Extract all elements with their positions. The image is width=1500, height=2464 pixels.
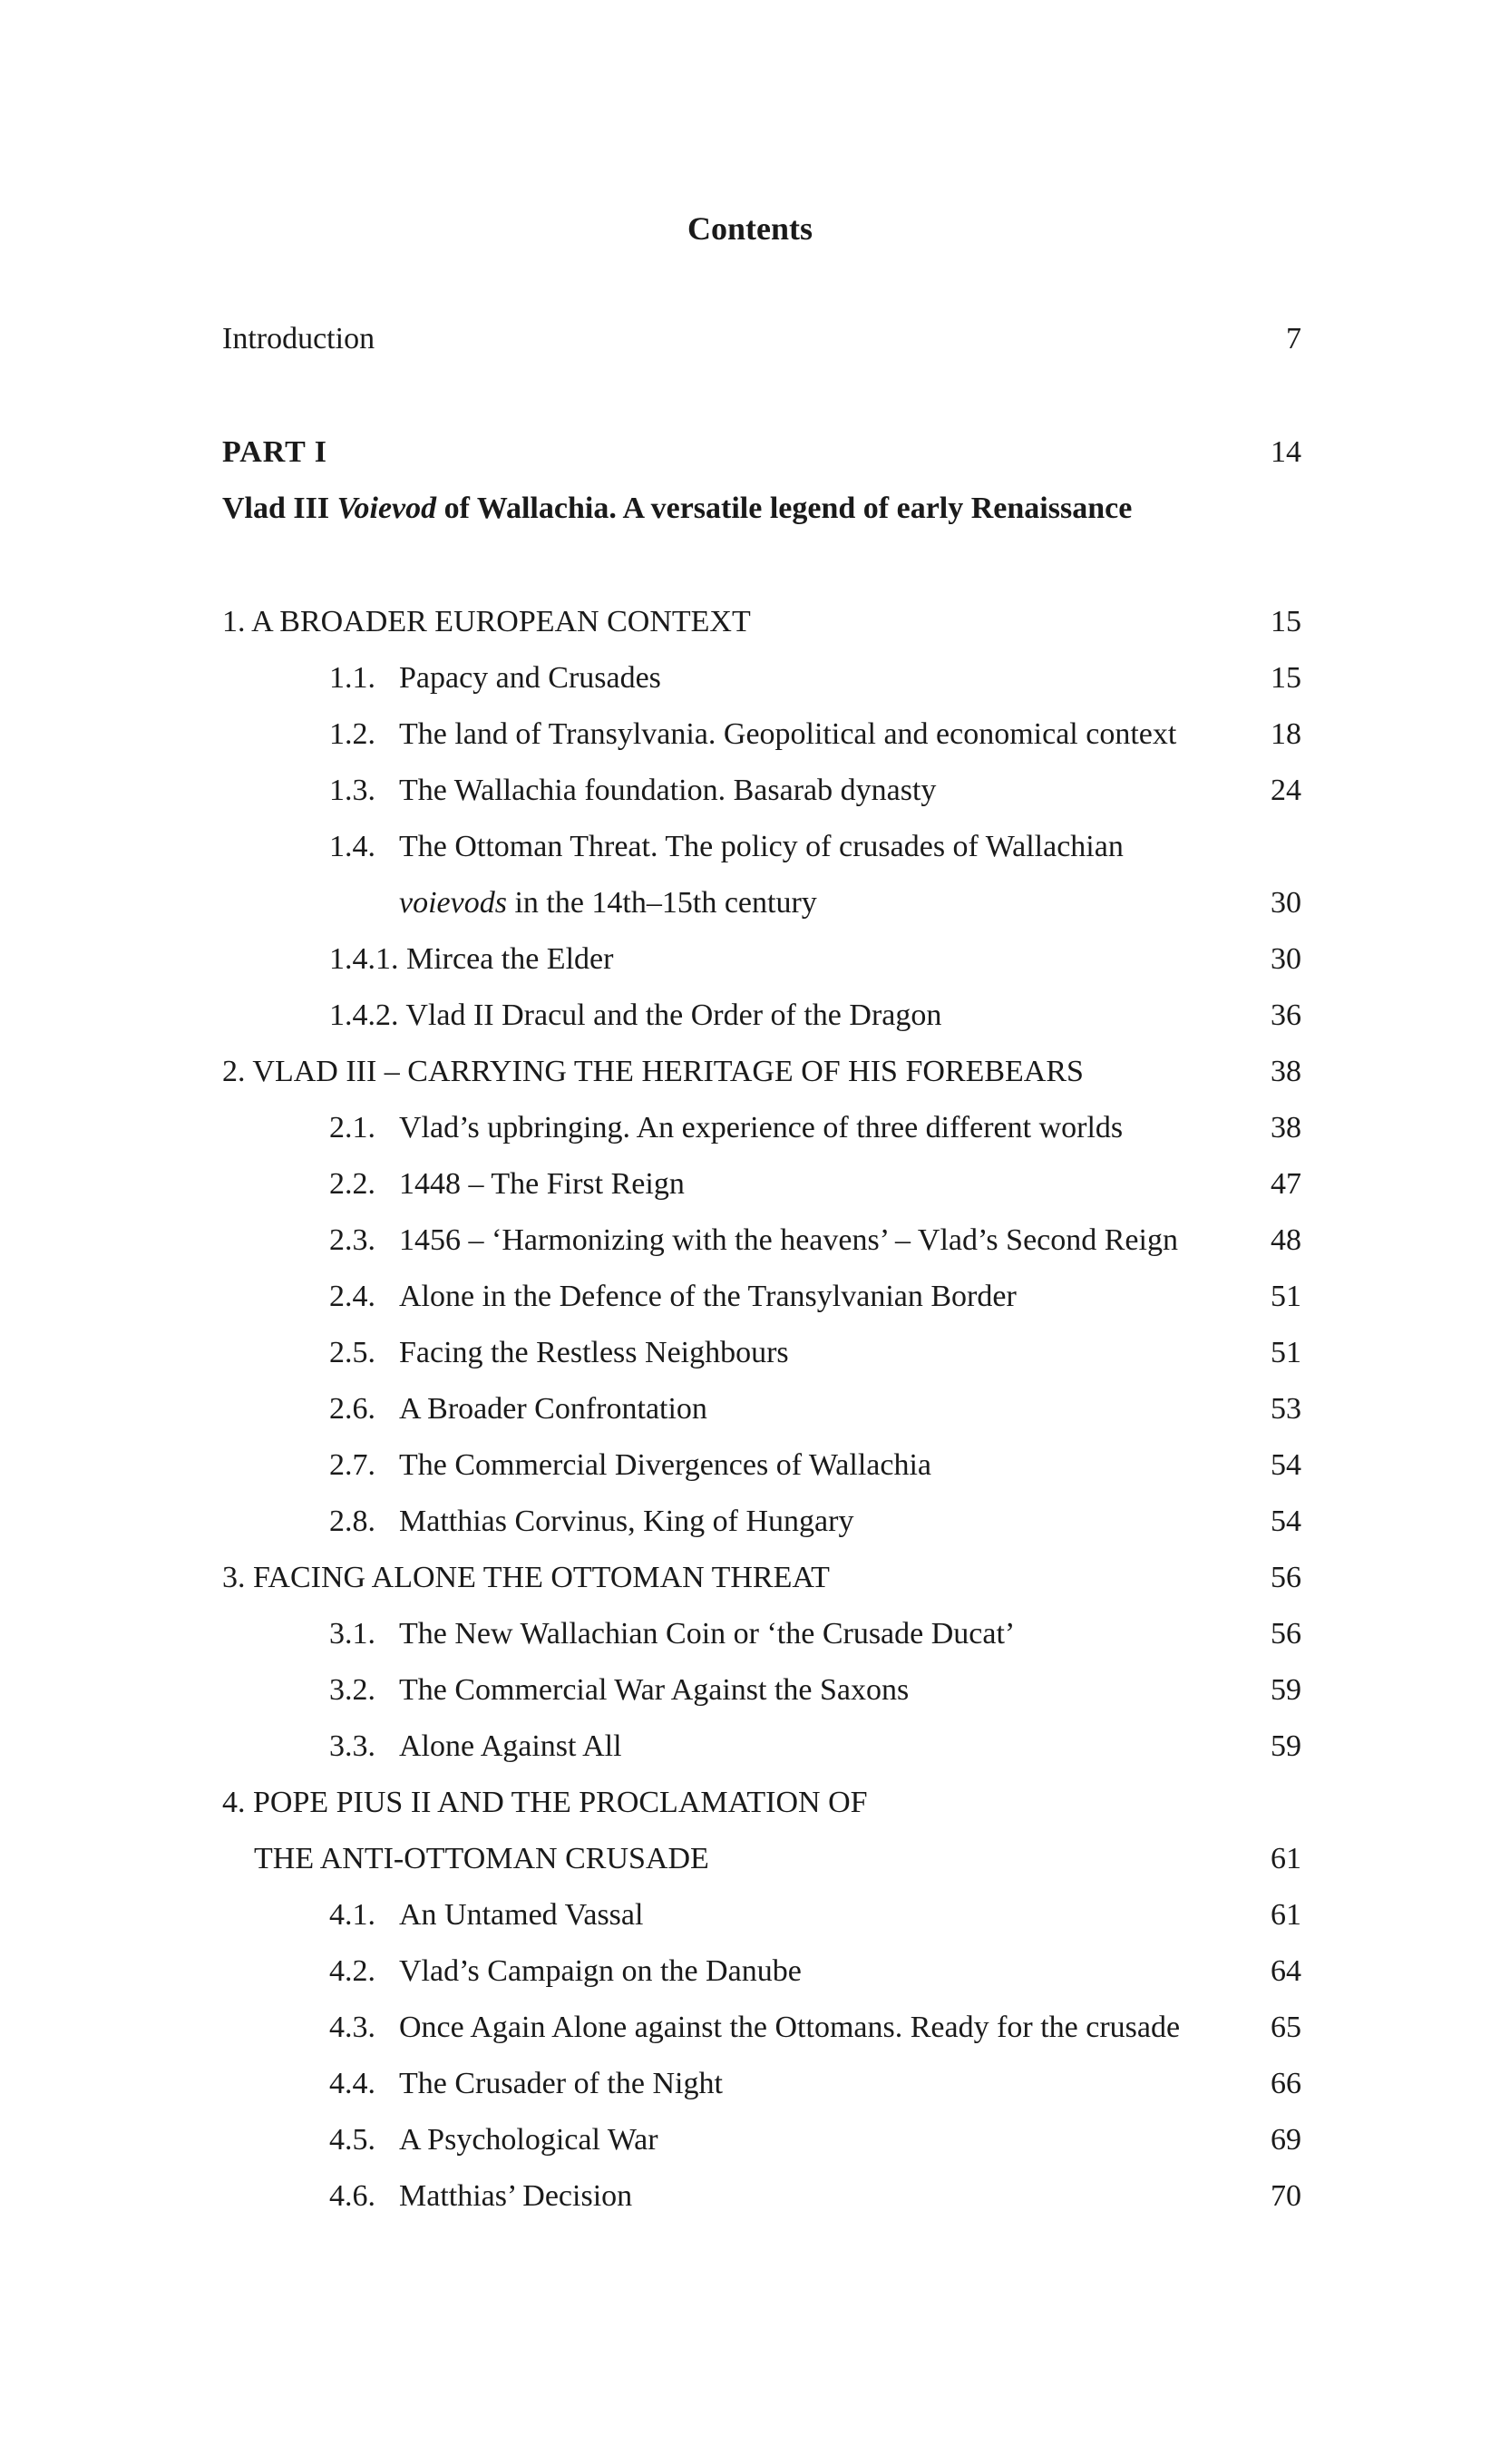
entry-page: 56 — [1271, 1617, 1301, 1651]
toc-section-1-2 — [222, 706, 1301, 763]
section-number: 4.5. — [329, 2123, 375, 2157]
section-title: The New Wallachian Coin or ‘the Crusade Ducat’ — [399, 1617, 1016, 1651]
section-number: 2.7. — [329, 1448, 375, 1482]
toc-entry-part-1 — [222, 424, 1301, 481]
section-number: 4.1. — [329, 1898, 375, 1932]
entry-page: 30 — [1271, 886, 1301, 920]
section-title: 1448 – The First Reign — [399, 1167, 685, 1201]
section-title: Vlad’s Campaign on the Danube — [399, 1954, 802, 1988]
section-number: 4.4. — [329, 2067, 375, 2100]
section-number: 4.6. — [329, 2179, 375, 2213]
part-label: PART I — [222, 435, 327, 469]
toc-section-1-4-2 — [222, 988, 1301, 1044]
chapter-title-continued: THE ANTI-OTTOMAN CRUSADE — [254, 1842, 709, 1875]
section-number: 4.3. — [329, 2011, 375, 2044]
section-number: 2.1. — [329, 1111, 375, 1144]
toc-section-2-8 — [222, 1494, 1301, 1550]
chapter-title: 4. POPE PIUS II AND THE PROCLAMATION OF — [222, 1786, 868, 1819]
entry-page: 61 — [1271, 1842, 1301, 1875]
section-title: 1456 – ‘Harmonizing with the heavens’ – Vlad’s Second Reign — [399, 1223, 1178, 1257]
entry-page: 36 — [1271, 998, 1301, 1032]
section-title: The Commercial War Against the Saxons — [399, 1673, 910, 1707]
section-number: 1.4. — [329, 830, 375, 863]
toc-section-4-5 — [222, 2112, 1301, 2168]
subtitle-italic: Voievod — [336, 492, 437, 525]
section-number: 3.3. — [329, 1729, 375, 1763]
section-number: 3.1. — [329, 1617, 375, 1651]
toc-section-2-2 — [222, 1156, 1301, 1213]
toc-section-4-6 — [222, 2168, 1301, 2225]
section-title-continued — [399, 875, 817, 931]
section-title: 1.4.2. Vlad II Dracul and the Order of the Dragon — [329, 998, 942, 1032]
entry-page: 15 — [1271, 605, 1301, 638]
entry-page: 48 — [1271, 1223, 1301, 1257]
section-number: 1.2. — [329, 717, 375, 751]
entry-page: 70 — [1271, 2179, 1301, 2213]
toc-chapter-4 — [222, 1775, 1301, 1831]
entry-page: 69 — [1271, 2123, 1301, 2157]
section-number: 2.2. — [329, 1167, 375, 1201]
toc-section-4-4 — [222, 2056, 1301, 2112]
chapter-title: 1. A BROADER EUROPEAN CONTEXT — [222, 605, 751, 638]
section-number: 3.2. — [329, 1673, 375, 1707]
chapter-title: 3. FACING ALONE THE OTTOMAN THREAT — [222, 1561, 830, 1594]
part-subtitle-text — [222, 481, 1132, 537]
entry-page: 30 — [1271, 942, 1301, 976]
toc-section-3-2 — [222, 1662, 1301, 1719]
toc-section-2-3 — [222, 1213, 1301, 1269]
section-title: The land of Transylvania. Geopolitical and economical context — [399, 717, 1177, 751]
section-title: Alone Against All — [399, 1729, 622, 1763]
toc-section-2-4 — [222, 1269, 1301, 1325]
entry-page: 14 — [1271, 435, 1301, 469]
section-title: The Ottoman Threat. The policy of crusades of Wallachian — [399, 830, 1124, 863]
section-number: 2.6. — [329, 1392, 375, 1426]
entry-page: 24 — [1271, 774, 1301, 807]
entry-page: 38 — [1271, 1111, 1301, 1144]
toc-section-2-6 — [222, 1381, 1301, 1437]
entry-page: 61 — [1271, 1898, 1301, 1932]
toc-section-4-2 — [222, 1943, 1301, 2000]
section-title: A Broader Confrontation — [399, 1392, 707, 1426]
toc-section-2-1 — [222, 1100, 1301, 1156]
section-title: The Commercial Divergences of Wallachia — [399, 1448, 931, 1482]
entry-page: 47 — [1271, 1167, 1301, 1201]
section-number: 1.3. — [329, 774, 375, 807]
contents-title: Contents — [687, 210, 813, 247]
section-title: Alone in the Defence of the Transylvanian Border — [399, 1280, 1017, 1313]
continued-text: in the 14th–15th century — [506, 886, 817, 920]
toc-chapter-3 — [222, 1550, 1301, 1606]
entry-page: 54 — [1271, 1505, 1301, 1538]
toc-section-1-1 — [222, 650, 1301, 706]
entry-page: 38 — [1271, 1055, 1301, 1088]
italic-term: voievods — [399, 886, 507, 920]
entry-page: 65 — [1271, 2011, 1301, 2044]
section-title: Matthias Corvinus, King of Hungary — [399, 1505, 854, 1538]
section-number: 2.5. — [329, 1336, 375, 1369]
entry-page: 18 — [1271, 717, 1301, 751]
section-title: Matthias’ Decision — [399, 2179, 633, 2213]
entry-page: 51 — [1271, 1280, 1301, 1313]
toc-chapter-1 — [222, 594, 1301, 650]
toc-section-1-4-1 — [222, 931, 1301, 988]
section-number: 1.1. — [329, 661, 375, 695]
toc-section-4-3 — [222, 2000, 1301, 2056]
section-title: An Untamed Vassal — [399, 1898, 644, 1932]
chapter-title: 2. VLAD III – CARRYING THE HERITAGE OF HIS FOREBEARS — [222, 1055, 1084, 1088]
subtitle-post: of Wallachia. A versatile legend of early Renaissance — [436, 492, 1133, 525]
toc-section-1-4-continued — [222, 875, 1301, 931]
section-number: 2.8. — [329, 1505, 375, 1538]
entry-page: 51 — [1271, 1336, 1301, 1369]
entry-page: 64 — [1271, 1954, 1301, 1988]
toc-entry-introduction — [222, 311, 1301, 367]
section-title: A Psychological War — [399, 2123, 658, 2157]
section-title: Facing the Restless Neighbours — [399, 1336, 789, 1369]
section-title: Once Again Alone against the Ottomans. Ready for the crusade — [399, 2011, 1181, 2044]
section-number: 2.3. — [329, 1223, 375, 1257]
entry-page: 54 — [1271, 1448, 1301, 1482]
subtitle-pre: Vlad III — [222, 492, 337, 525]
entry-page: 56 — [1271, 1561, 1301, 1594]
toc-chapter-4-continued — [222, 1831, 1301, 1887]
entry-page: 59 — [1271, 1673, 1301, 1707]
entry-page: 7 — [1286, 322, 1301, 355]
section-number: 2.4. — [329, 1280, 375, 1313]
section-title: Papacy and Crusades — [399, 661, 661, 695]
toc-section-3-3 — [222, 1719, 1301, 1775]
section-title: The Crusader of the Night — [399, 2067, 723, 2100]
part-subtitle — [222, 481, 1301, 537]
entry-page: 66 — [1271, 2067, 1301, 2100]
section-title: Vlad’s upbringing. An experience of three different worlds — [399, 1111, 1124, 1144]
entry-page: 15 — [1271, 661, 1301, 695]
toc-section-1-3 — [222, 763, 1301, 819]
toc-chapter-2 — [222, 1044, 1301, 1100]
toc-section-2-7 — [222, 1437, 1301, 1494]
entry-text: Introduction — [222, 322, 375, 355]
entry-page: 59 — [1271, 1729, 1301, 1763]
section-number: 4.2. — [329, 1954, 375, 1988]
toc-section-2-5 — [222, 1325, 1301, 1381]
section-title: The Wallachia foundation. Basarab dynasty — [399, 774, 937, 807]
toc-section-4-1 — [222, 1887, 1301, 1943]
toc-section-3-1 — [222, 1606, 1301, 1662]
toc-section-1-4 — [222, 819, 1301, 875]
entry-page: 53 — [1271, 1392, 1301, 1426]
section-title: 1.4.1. Mircea the Elder — [329, 942, 614, 976]
